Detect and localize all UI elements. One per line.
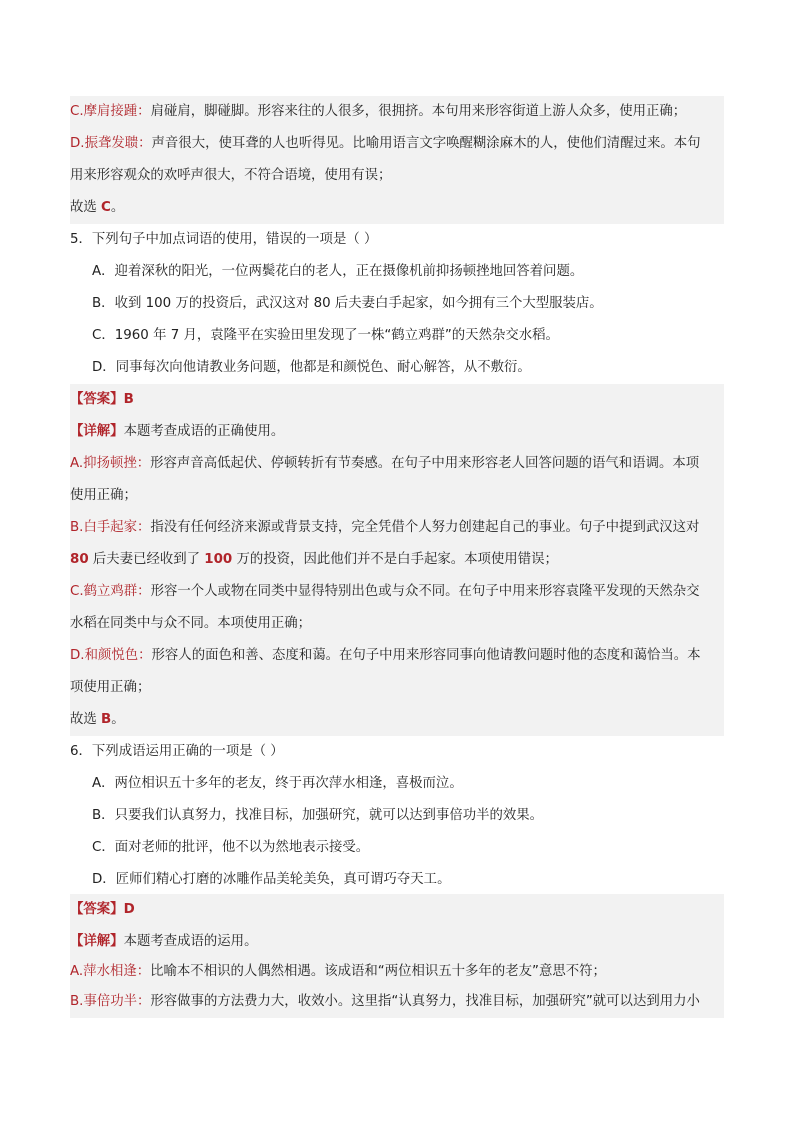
q6-explanation-a [70,956,724,988]
explanation-line-d [70,128,724,160]
option-text: D．匠师们精心打磨的冰雕作品美轮美奂，真可谓巧夺天工。 [92,872,451,887]
question-stem-text: 5．下列句子中加点词语的使用，错误的一项是（ ） [70,232,378,247]
idiom-explanation: 后夫妻已经收到了 [88,552,205,567]
question-6-stem [70,736,724,768]
conclusion-suffix: 。 [111,712,125,727]
conclusion-prefix: 故选 [70,712,102,727]
q5-explanation-c-cont [70,608,724,640]
idiom-explanation: 用来形容观众的欢呼声很大，不符合语境，使用有误； [70,168,392,183]
option-text: A．两位相识五十多年的老友，终于再次萍水相逢，喜极而泣。 [92,776,463,791]
idiom-term: A.萍水相逢： [70,964,151,979]
conclusion-line [70,192,724,224]
q5-explanation-a-cont [70,480,724,512]
idiom-term: D.振聋发聩： [70,136,152,151]
number-80: 80 [70,552,89,567]
q5-explanation-d-cont [70,672,724,704]
question-5-option-d [92,352,724,384]
question-5-stem [70,224,724,256]
conclusion-letter: C [101,200,111,215]
conclusion-letter: B [101,712,112,727]
idiom-explanation: 形容人的面色和善、态度和蔼。在句子中用来形容同事向他请教问题时他的态度和蔼恰当。本 [151,648,701,663]
conclusion-prefix: 故选 [70,200,102,215]
detail-text: 本题考查成语的运用。 [123,934,258,949]
conclusion-suffix: 。 [110,200,125,215]
option-text: B．只要我们认真努力，找准目标，加强研究，就可以达到事倍功半的效果。 [92,808,544,823]
idiom-explanation: 肩碰肩，脚碰脚。形容来往的人很多，很拥挤。本句用来形容街道上游人众多，使用正确； [150,104,687,119]
idiom-explanation: 指没有任何经济来源或背景支持，完全凭借个人努力创建起自己的事业。句子中提到武汉这对 [150,520,700,535]
answer-label: 【答案】 [70,902,124,917]
option-text: D．同事每次向他请教业务问题，他都是和颜悦色、耐心解答，从不敷衍。 [92,360,531,375]
idiom-term: B.事倍功半： [70,994,151,1009]
question-6-option-c [92,832,724,864]
option-text: B．收到 100 万的投资后，武汉这对 80 后夫妻白手起家，如今拥有三个大型服装店。 [92,296,603,311]
idiom-explanation: 比喻本不相识的人偶然相遇。该成语和“两位相识五十多年的老友”意思不符； [150,964,606,979]
idiom-term: A.抑扬顿挫： [70,456,151,471]
idiom-explanation: 声音很大，使耳聋的人也听得见。比喻用语言文字唤醒糊涂麻木的人，使他们清醒过来。本句 [151,136,701,151]
idiom-explanation: 使用正确； [70,488,137,503]
idiom-explanation: 水稻在同类中与众不同。本项使用正确； [70,616,312,631]
question-5-option-a [92,256,724,288]
answer-letter: D [123,902,135,917]
idiom-term: C.摩肩接踵： [70,104,151,119]
question-6-answer [70,894,724,926]
explanation-line-c [70,96,724,128]
idiom-explanation: 形容一个人或物在同类中显得特别出色或与众不同。在句子中用来形容袁隆平发现的天然杂交 [150,584,700,599]
detail-label: 【详解】 [70,934,124,949]
question-6-option-a [92,768,724,800]
question-6-option-d [92,864,724,896]
question-6-option-b [92,800,724,832]
idiom-term: B.白手起家： [70,520,151,535]
idiom-explanation: 形容做事的方法费力大，收效小。这里指“认真努力，找准目标，加强研究”就可以达到用力小 [150,994,700,1009]
idiom-explanation: 万的投资，因此他们并不是白手起家。本项使用错误； [232,552,558,567]
option-text: A．迎着深秋的阳光，一位两鬓花白的老人，正在摄像机前抑扬顿挫地回答着问题。 [92,264,584,279]
option-text: C．1960 年 7 月，袁隆平在实验田里发现了一株“鹤立鸡群”的天然杂交水稻。 [92,328,559,343]
question-6-detail [70,926,724,958]
q5-explanation-a [70,448,724,480]
number-100: 100 [204,552,233,567]
q5-explanation-b-cont [70,544,724,576]
idiom-term: C.鹤立鸡群： [70,584,151,599]
question-5-answer [70,384,724,416]
explanation-line-d-cont [70,160,724,192]
idiom-term: D.和颜悦色： [70,648,152,663]
q6-explanation-b [70,986,724,1018]
q5-explanation-b [70,512,724,544]
question-5-option-c [92,320,724,352]
answer-letter: B [123,392,134,407]
detail-label: 【详解】 [70,424,124,439]
question-5-option-b [92,288,724,320]
detail-text: 本题考查成语的正确使用。 [123,424,285,439]
idiom-explanation: 形容声音高低起伏、停顿转折有节奏感。在句子中用来形容老人回答问题的语气和语调。本项 [150,456,700,471]
idiom-explanation: 项使用正确； [70,680,151,695]
question-stem-text: 6．下列成语运用正确的一项是（ ） [70,744,284,759]
q5-explanation-c [70,576,724,608]
option-text: C．面对老师的批评，他不以为然地表示接受。 [92,840,370,855]
q5-conclusion [70,704,724,736]
question-5-detail [70,416,724,448]
q5-explanation-d [70,640,724,672]
answer-label: 【答案】 [70,392,124,407]
